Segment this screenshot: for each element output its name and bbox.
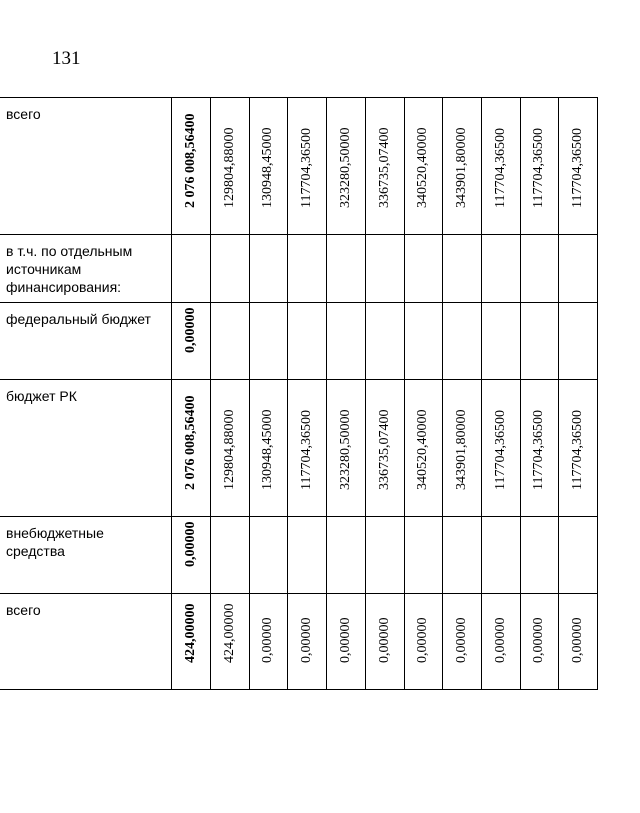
year-value-cell [326,594,365,690]
year-value-cell-text: 117704,36500 [531,128,546,208]
year-value-cell-text: 117704,36500 [298,410,314,490]
year-value-cell [520,235,558,303]
year-value-cell [210,98,249,235]
table-row [0,98,597,235]
year-value-cell-text: 129804,88000 [221,127,237,208]
year-value-cell [442,517,481,594]
year-value-cell [404,98,442,235]
year-value-cell-text: 0,00000 [569,617,585,663]
year-value-cell-text: 129804,88000 [221,409,237,490]
year-value-cell [210,380,249,517]
year-value-cell [287,98,326,235]
year-value-cell-text: 0,00000 [531,617,546,663]
year-value-cell [365,98,404,235]
year-value-cell-text: 340520,40000 [415,127,430,208]
year-value-cell [481,380,520,517]
year-value-cell [404,235,442,303]
year-value-cell [481,235,520,303]
year-value-cell [481,98,520,235]
total-cell-text: 424,00000 [182,603,198,663]
row-label: всего [0,594,171,690]
year-value-cell-text: 0,00000 [453,617,469,663]
year-value-cell [210,303,249,380]
year-value-cell-text: 0,00000 [298,617,314,663]
year-value-cell [287,303,326,380]
year-value-cell [326,517,365,594]
year-value-cell-text: 130948,45000 [260,409,275,490]
year-value-cell [442,235,481,303]
year-value-cell [481,303,520,380]
year-value-cell-text: 117704,36500 [531,410,546,490]
year-value-cell-text: 117704,36500 [569,410,585,490]
table-row [0,235,597,303]
year-value-cell [326,98,365,235]
row-label: внебюджетные средства [0,517,171,594]
year-value-cell [249,517,287,594]
year-value-cell [326,303,365,380]
year-value-cell-text: 130948,45000 [260,127,275,208]
row-label: бюджет РК [0,380,171,517]
year-value-cell [326,235,365,303]
year-value-cell [558,303,597,380]
year-value-cell [520,594,558,690]
year-value-cell [404,380,442,517]
year-value-cell [249,594,287,690]
year-value-cell [365,235,404,303]
year-value-cell-text: 0,00000 [376,617,392,663]
year-value-cell-text: 0,00000 [415,617,430,663]
row-label: в т.ч. по отдельным источникам финансирования: [0,235,171,303]
year-value-cell [558,98,597,235]
year-value-cell [481,594,520,690]
year-value-cell-text: 343901,80000 [453,127,469,208]
table-row [0,380,597,517]
year-value-cell [442,380,481,517]
total-cell-text: 0,00000 [182,521,198,567]
year-value-cell-text: 0,00000 [492,617,508,663]
table-row [0,303,597,380]
year-value-cell [210,235,249,303]
total-cell [171,594,210,690]
year-value-cell [404,517,442,594]
year-value-cell [442,594,481,690]
year-value-cell-text: 0,00000 [260,617,275,663]
year-value-cell-text: 336735,07400 [376,409,392,490]
year-value-cell [365,517,404,594]
year-value-cell [442,98,481,235]
year-value-cell [520,380,558,517]
total-cell [171,380,210,517]
year-value-cell-text: 117704,36500 [298,128,314,208]
year-value-cell [558,380,597,517]
year-value-cell [442,303,481,380]
year-value-cell [326,380,365,517]
year-value-cell [481,517,520,594]
year-value-cell [558,235,597,303]
year-value-cell [558,517,597,594]
year-value-cell-text: 336735,07400 [376,127,392,208]
year-value-cell [249,303,287,380]
year-value-cell-text: 323280,50000 [337,409,353,490]
year-value-cell [404,594,442,690]
year-value-cell-text: 117704,36500 [569,128,585,208]
year-value-cell [365,303,404,380]
funding-table [0,97,598,690]
row-label: федеральный бюджет [0,303,171,380]
year-value-cell [404,303,442,380]
year-value-cell-text: 343901,80000 [453,409,469,490]
year-value-cell-text: 0,00000 [337,617,353,663]
page-number: 131 [52,48,81,69]
year-value-cell [558,594,597,690]
total-cell [171,98,210,235]
year-value-cell [287,517,326,594]
year-value-cell [520,517,558,594]
total-cell [171,517,210,594]
year-value-cell-text: 424,00000 [221,603,237,663]
year-value-cell [365,594,404,690]
year-value-cell-text: 117704,36500 [492,128,508,208]
total-cell-text: 2 076 008,56400 [182,113,198,208]
year-value-cell-text: 117704,36500 [492,410,508,490]
year-value-cell [210,517,249,594]
year-value-cell [210,594,249,690]
year-value-cell-text: 340520,40000 [415,409,430,490]
year-value-cell [287,380,326,517]
year-value-cell [365,380,404,517]
year-value-cell-text: 323280,50000 [337,127,353,208]
year-value-cell [249,380,287,517]
total-cell [171,235,210,303]
table-row [0,594,597,690]
year-value-cell [249,98,287,235]
year-value-cell [249,235,287,303]
row-label: всего [0,98,171,235]
year-value-cell [287,235,326,303]
table-row [0,517,597,594]
total-cell-text: 0,00000 [182,307,198,353]
year-value-cell [520,98,558,235]
year-value-cell [287,594,326,690]
total-cell [171,303,210,380]
year-value-cell [520,303,558,380]
total-cell-text: 2 076 008,56400 [182,395,198,490]
